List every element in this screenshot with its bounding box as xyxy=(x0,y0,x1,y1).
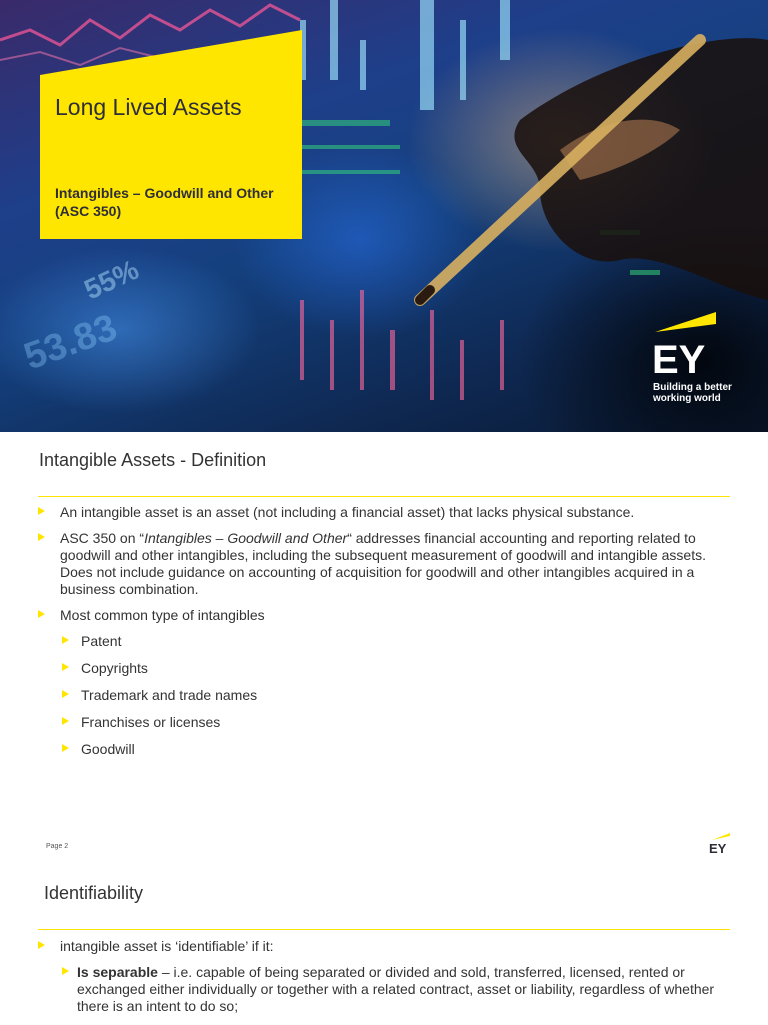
list-item: Most common type of intangibles xyxy=(38,607,738,624)
bullet-arrow-icon xyxy=(62,636,69,644)
bullet-arrow-icon xyxy=(38,533,45,541)
cover-subtitle: Intangibles – Goodwill and Other (ASC 350) xyxy=(55,185,274,219)
list-item: intangible asset is ‘identifiable’ if it: xyxy=(38,938,738,955)
bullet-list xyxy=(38,504,738,768)
sub-list-item: Copyrights xyxy=(38,660,738,677)
sub-list-item: Is separable – i.e. capable of being separated or divided and sold, transferred, licensed, rented or exchanged either individually or together with a related contract, asset or liability, regardless of whether there is an intent to do so; xyxy=(38,964,738,1015)
svg-text:EY: EY xyxy=(709,841,727,854)
svg-text:EY: EY xyxy=(652,338,706,382)
svg-text:53.83: 53.83 xyxy=(18,306,123,379)
bullet-list xyxy=(38,938,738,1025)
cover-slide xyxy=(0,0,768,432)
ey-tagline: Building a better working world xyxy=(653,382,732,404)
slide-title: Intangible Assets - Definition xyxy=(39,450,267,470)
sub-list-item: Franchises or licenses xyxy=(38,714,738,731)
title-divider xyxy=(38,929,730,930)
slide-title: Identifiability xyxy=(44,883,144,903)
svg-text:55%: 55% xyxy=(79,253,144,306)
bullet-arrow-icon xyxy=(62,744,69,752)
bullet-arrow-icon xyxy=(62,967,69,975)
list-item: An intangible asset is an asset (not including a financial asset) that lacks physical substance. xyxy=(38,504,738,521)
list-item: ASC 350 on “Intangibles – Goodwill and Other“ addresses financial accounting and reporting related to goodwill and other intangibles, including the subsequent measurement of goodwill and intangible assets. Does not include guidance on accounting of acquisition for goodwill and other intangibles acquired in a business combination. xyxy=(38,530,738,598)
cover-title: Long Lived Assets xyxy=(55,94,242,120)
page-number: Page 2 xyxy=(46,843,69,850)
title-divider xyxy=(38,496,730,497)
ey-footer-logo xyxy=(706,832,732,854)
sub-list-item: Trademark and trade names xyxy=(38,687,738,704)
sub-list-item: Goodwill xyxy=(38,741,738,758)
bullet-arrow-icon xyxy=(62,717,69,725)
bullet-arrow-icon xyxy=(38,507,45,515)
bullet-arrow-icon xyxy=(38,610,45,618)
bullet-arrow-icon xyxy=(62,663,69,671)
bullet-arrow-icon xyxy=(62,690,69,698)
bullet-arrow-icon xyxy=(38,941,45,949)
sub-list-item: Patent xyxy=(38,633,738,650)
